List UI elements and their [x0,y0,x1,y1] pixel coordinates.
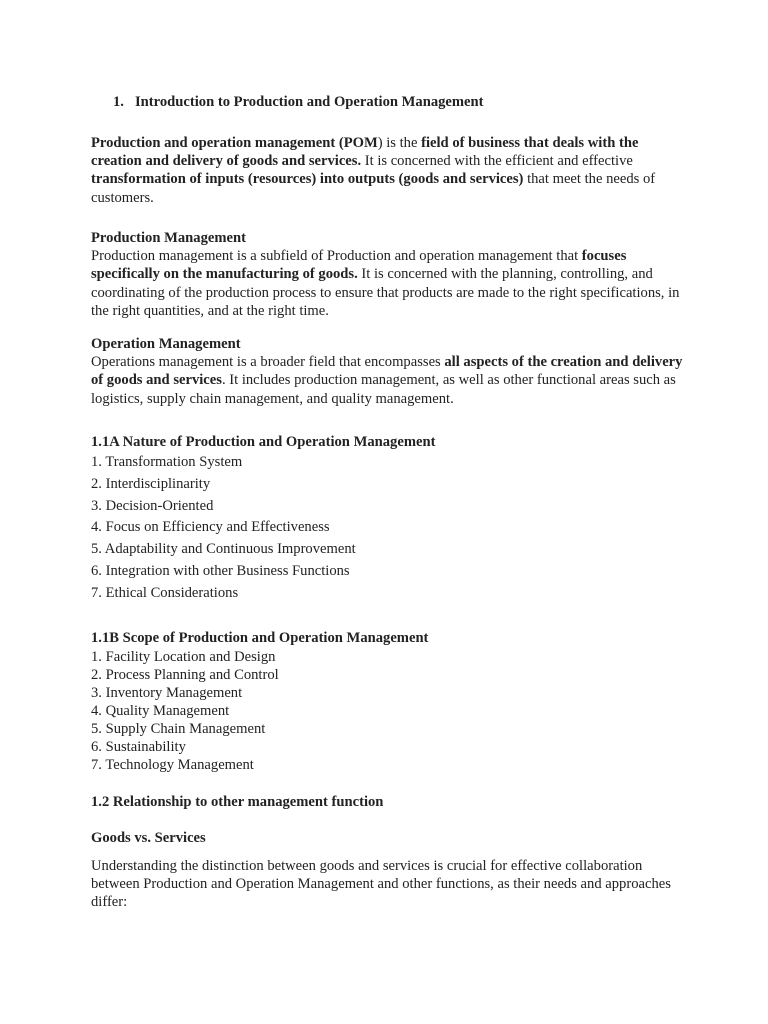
list-item: 1. Facility Location and Design [91,649,276,665]
nature-heading: 1.1A Nature of Production and Operation Management [91,434,436,450]
operation-management-heading: Operation Management [91,336,241,352]
pm-bold-focus: focuses specifically on the manufacturing of goods. [91,248,627,283]
operation-management-paragraph [91,353,691,408]
nature-section [91,432,691,605]
list-item: 6. Sustainability [91,739,186,755]
section-heading-intro [113,93,484,111]
production-management-heading: Production Management [91,230,246,246]
scope-section [91,628,691,774]
list-item: 5. Adaptability and Continuous Improvement [91,541,356,558]
goods-vs-services-heading: Goods vs. Services [91,830,206,846]
list-item: 3. Inventory Management [91,685,243,701]
pm-text: Production management is a subfield of Production and operation management that [91,248,582,265]
pom-bold-definition: field of business that deals with the creation and delivery of goods and services. [91,135,639,170]
scope-heading: 1.1B Scope of Production and Operation Management [91,630,429,646]
list-item: 4. Focus on Efficiency and Effectiveness [91,519,330,536]
relationship-heading: 1.2 Relationship to other management function [91,794,384,810]
pom-definition-paragraph [91,134,691,207]
section-number: 1. [113,94,124,110]
pom-text: ) is the [377,135,422,151]
list-item: 7. Ethical Considerations [91,584,239,601]
list-item: 2. Process Planning and Control [91,667,279,683]
pm-text: It is concerned with the planning, controlling, and coordinating of the production process to ensure that products are made to the right specifications, in the right quantities, and at the right time. [91,266,680,319]
section-title: Introduction to Production and Operation Management [135,94,484,110]
om-text: . It includes production management, as well as other functional areas such as logistics, supply chain management, and quality management. [91,372,676,407]
list-item: 4. Quality Management [91,703,230,719]
list-item: 5. Supply Chain Management [91,721,266,737]
list-item: 6. Integration with other Business Functions [91,562,350,579]
pom-bold-transformation: transformation of inputs (resources) into outputs (goods and services) [91,171,524,188]
pom-bold-term: Production and operation management (POM [91,135,378,151]
list-item: 3. Decision-Oriented [91,497,214,514]
om-bold-aspects: all aspects of the creation and delivery of goods and services [91,354,683,389]
pom-text: It is concerned with the efficient and effective [361,153,633,170]
list-item: 2. Interdisciplinarity [91,475,211,492]
goods-vs-services-paragraph: Understanding the distinction between goods and services is crucial for effective collaboration between Production and Operation Management and other functions, as their needs and approaches differ: [91,858,671,911]
list-item: 7. Technology Management [91,757,254,773]
pom-text: that meet the needs of customers. [91,171,656,206]
production-management-paragraph [91,247,691,320]
production-management-section [91,229,691,320]
operation-management-section [91,335,691,408]
om-text: Operations management is a broader field that encompasses [91,354,445,371]
list-item: 1. Transformation System [91,454,243,470]
